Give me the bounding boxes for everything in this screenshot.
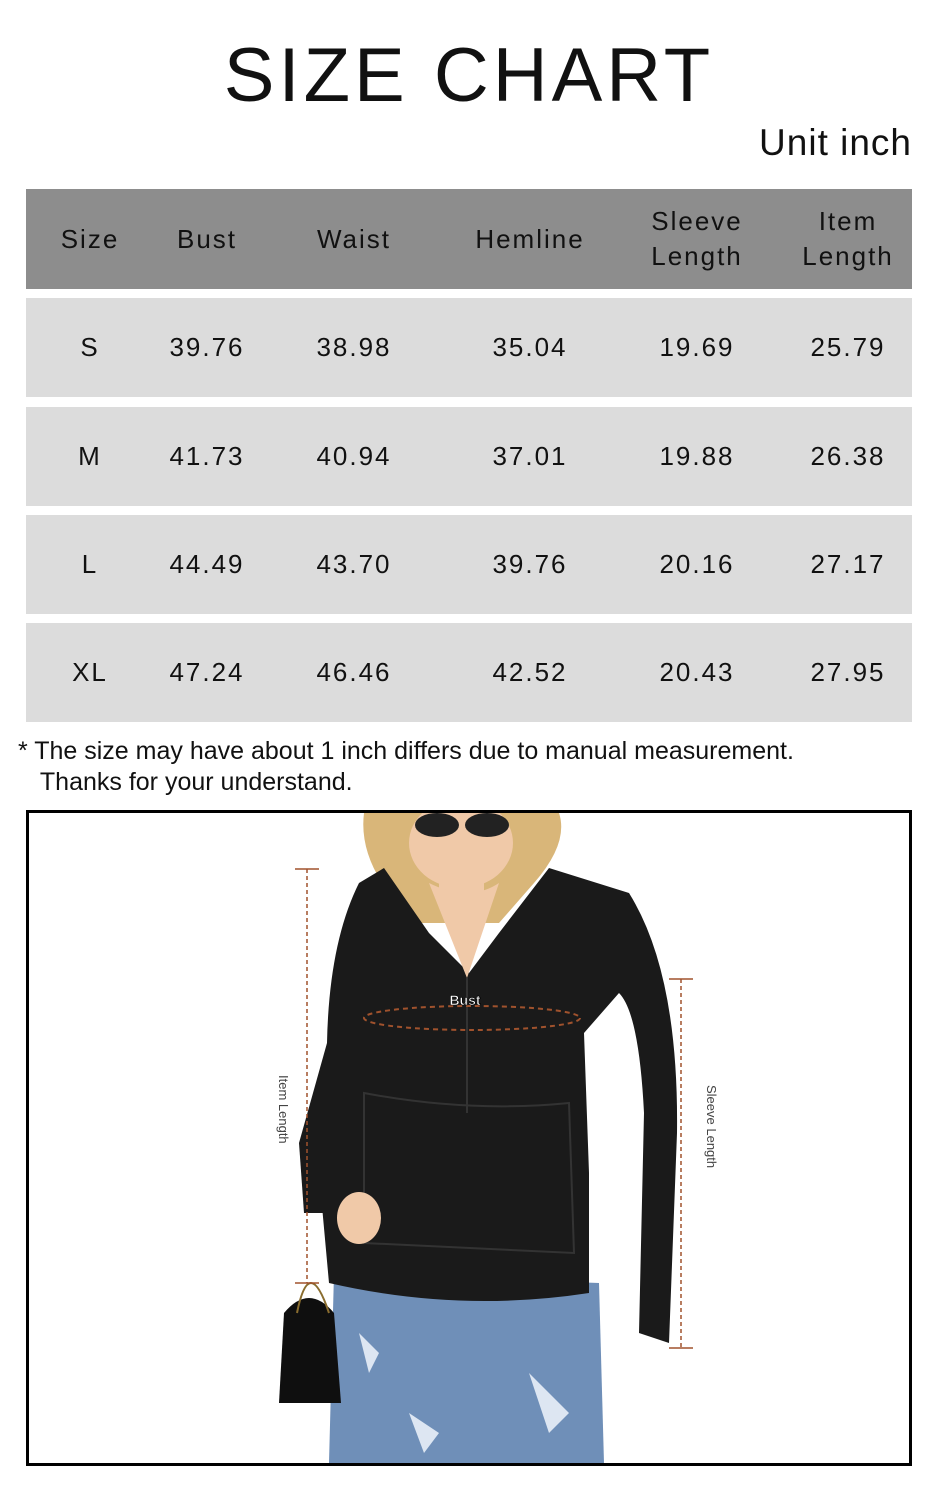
sleeve-length-cell: 20.43 <box>659 657 735 687</box>
handbag-icon <box>279 1298 341 1403</box>
waist-cell: 40.94 <box>316 441 392 471</box>
waist-cell: 38.98 <box>316 332 392 362</box>
header-sleeve-length: Sleeve Length <box>651 206 743 271</box>
header-hemline: Hemline <box>475 223 585 254</box>
size-cell: L <box>81 549 99 579</box>
header-bust: Bust <box>176 223 238 254</box>
sleeve-length-label: Sleeve Length <box>704 1085 719 1169</box>
bust-cell: 44.49 <box>169 549 245 579</box>
item-length-label: Item Length <box>276 1075 291 1144</box>
measurement-note <box>18 736 794 798</box>
header-size: Size <box>60 223 120 254</box>
size-cell: XL <box>72 657 108 687</box>
size-cell: M <box>78 441 102 471</box>
item-length-cell: 27.95 <box>810 657 886 687</box>
item-length-cell: 25.79 <box>810 332 886 362</box>
table-row <box>26 515 912 614</box>
hemline-cell: 37.01 <box>492 441 568 471</box>
product-photo <box>26 810 912 1466</box>
hemline-cell: 39.76 <box>492 549 568 579</box>
header-waist: Waist <box>316 223 392 254</box>
garment-illustration <box>29 813 909 1463</box>
bust-cell: 47.24 <box>169 657 245 687</box>
sleeve-length-cell: 19.88 <box>659 441 735 471</box>
item-length-cell: 26.38 <box>810 441 886 471</box>
note-line-2: Thanks for your understand. <box>39 768 353 796</box>
sunglasses-lens <box>465 813 509 837</box>
bust-cell: 41.73 <box>169 441 245 471</box>
sleeve-length-cell: 20.16 <box>659 549 735 579</box>
table-row <box>26 407 912 506</box>
item-length-cell: 27.17 <box>810 549 886 579</box>
unit-label: Unit inch <box>759 122 912 163</box>
waist-cell: 46.46 <box>316 657 392 687</box>
page-title: SIZE CHART <box>223 33 715 118</box>
hemline-cell: 42.52 <box>492 657 568 687</box>
note-line-1: * The size may have about 1 inch differs due to manual measurement. <box>18 737 794 765</box>
size-cell: S <box>80 332 100 362</box>
table-row <box>26 298 912 397</box>
table-header <box>26 189 912 289</box>
bust-label: Bust <box>449 992 481 1008</box>
header-item-length: Item Length <box>802 206 894 271</box>
hemline-cell: 35.04 <box>492 332 568 362</box>
bust-cell: 39.76 <box>169 332 245 362</box>
sleeve-length-cell: 19.69 <box>659 332 735 362</box>
table-row <box>26 623 912 722</box>
sunglasses-icon <box>415 813 459 837</box>
hand-shape <box>337 1192 381 1244</box>
waist-cell: 43.70 <box>316 549 392 579</box>
